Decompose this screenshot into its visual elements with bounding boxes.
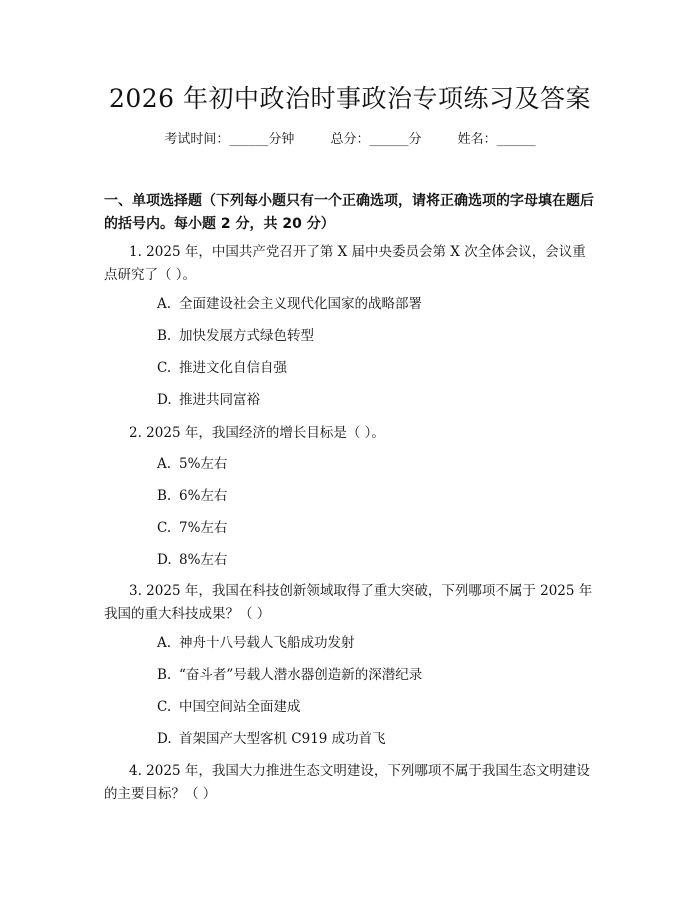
question-2-option-c xyxy=(157,518,597,538)
total-score-field: 总分：______分 xyxy=(330,132,422,147)
name-field: 姓名：______ xyxy=(457,132,536,147)
option-letter: D. xyxy=(157,392,172,408)
question-3-option-b xyxy=(157,665,597,685)
option-text: 6%左右 xyxy=(179,488,228,504)
question-2: 2. 2025 年，我国经济的增长目标是（ ）。 xyxy=(129,425,385,441)
option-text: 8%左右 xyxy=(179,552,228,568)
option-text: 7%左右 xyxy=(179,520,228,536)
option-text: 中国空间站全面建成 xyxy=(179,699,301,715)
option-text: 推进文化自信自强 xyxy=(179,360,287,376)
question-4: 4. 2025 年，我国大力推进生态文明建设，下列哪项不属于我国生态文明建设的主要目标？（ ） xyxy=(104,763,590,802)
document-title: 2026 年初中政治时事政治专项练习及答案 xyxy=(108,84,592,113)
option-text: “奋斗者”号载人潜水器创造新的深潜纪录 xyxy=(179,667,423,683)
question-2-option-b xyxy=(157,486,597,506)
section-heading: 一、单项选择题（下列每小题只有一个正确选项，请将正确选项的字母填在题后的括号内。每小题 2 分，共 20 分） xyxy=(104,193,594,232)
option-text: 加快发展方式绿色转型 xyxy=(179,328,314,344)
option-letter: A. xyxy=(157,635,172,651)
option-letter: A. xyxy=(157,296,172,312)
option-text: 推进共同富裕 xyxy=(179,392,260,408)
exam-info-line xyxy=(0,130,700,150)
question-3-option-c xyxy=(157,697,597,717)
question-3-option-d xyxy=(157,729,597,749)
option-letter: C. xyxy=(157,520,172,536)
question-1-option-b xyxy=(157,326,597,346)
question-1-option-c xyxy=(157,358,597,378)
option-letter: B. xyxy=(157,667,172,683)
option-letter: A. xyxy=(157,456,172,472)
question-2-option-a xyxy=(157,454,597,474)
option-text: 5%左右 xyxy=(179,456,228,472)
option-text: 全面建设社会主义现代化国家的战略部署 xyxy=(179,296,422,312)
option-letter: B. xyxy=(157,488,172,504)
exam-time-field: 考试时间：______分钟 xyxy=(164,132,295,147)
question-3-option-a xyxy=(157,633,597,653)
option-letter: B. xyxy=(157,328,172,344)
option-letter: D. xyxy=(157,731,172,747)
option-letter: C. xyxy=(157,360,172,376)
question-1-option-a xyxy=(157,294,597,314)
option-text: 首架国产大型客机 C919 成功首飞 xyxy=(179,731,386,747)
option-letter: D. xyxy=(157,552,172,568)
option-letter: C. xyxy=(157,699,172,715)
question-1: 1. 2025 年，中国共产党召开了第 X 届中央委员会第 X 次全体会议，会议重点研究了（ ）。 xyxy=(104,244,586,283)
question-3: 3. 2025 年，我国在科技创新领域取得了重大突破，下列哪项不属于 2025 年我国的重大科技成果？（ ） xyxy=(104,583,593,622)
question-1-option-d xyxy=(157,390,597,410)
question-2-option-d xyxy=(157,550,597,570)
option-text: 神舟十八号载人飞船成功发射 xyxy=(179,635,355,651)
